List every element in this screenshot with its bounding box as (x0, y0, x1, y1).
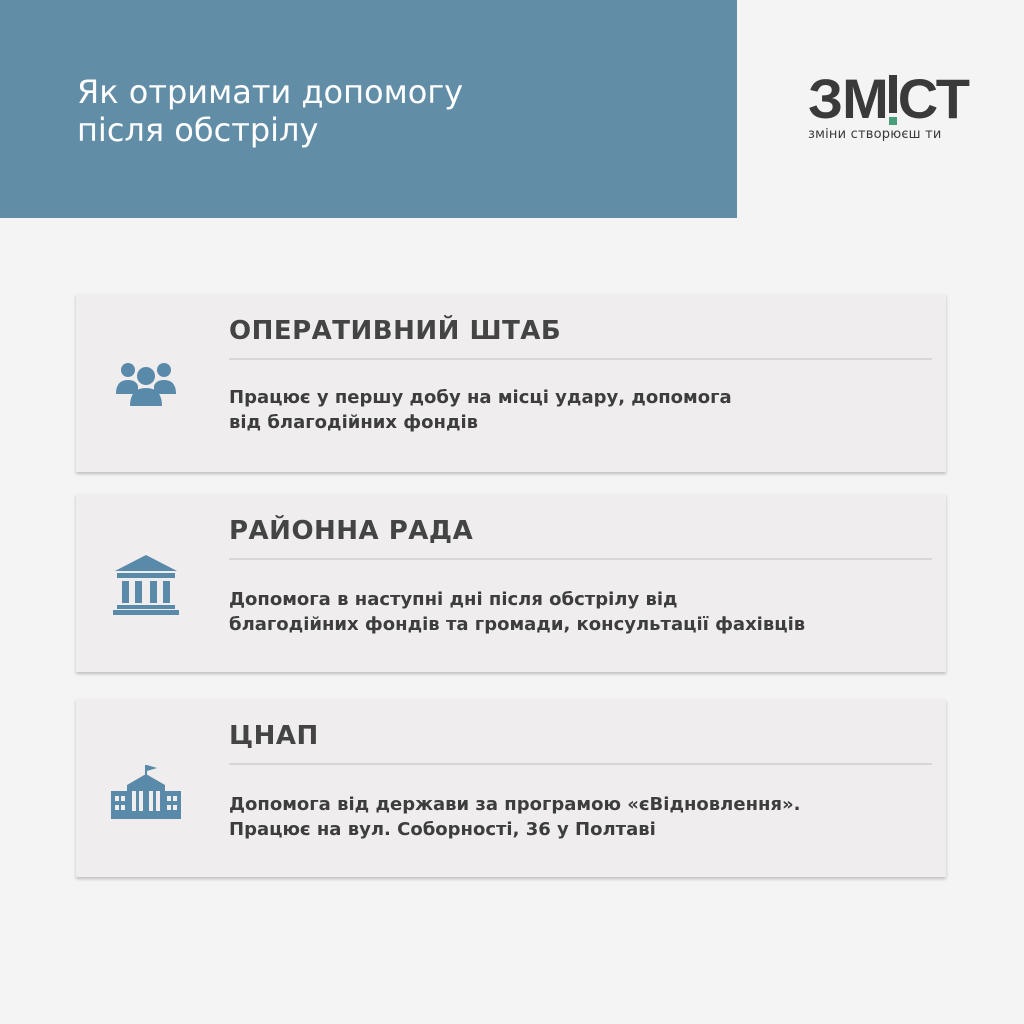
zmist-logo (808, 67, 969, 152)
card-district-council (76, 494, 946, 672)
card-description-line-2: благодійних фондів та громади, консультації фахівців (229, 614, 806, 635)
logo-tagline: зміни створюєш ти (808, 127, 942, 142)
card-admin-services-center (76, 699, 946, 877)
city-hall-icon (108, 755, 184, 831)
logo-word-left: ЗМ (808, 67, 888, 130)
card-description (229, 792, 926, 842)
logo-exclamation-icon (889, 72, 897, 126)
card-description (229, 587, 926, 637)
card-description-line-2: від благодійних фондів (229, 412, 479, 433)
logo-wordmark (808, 67, 969, 130)
government-building-icon (108, 546, 184, 622)
card-title: ОПЕРАТИВНИЙ ШТАБ (229, 316, 932, 360)
card-title: ЦНАП (229, 721, 932, 765)
page-title-line-2: після обстрілу (77, 111, 319, 149)
page-title-line-1: Як отримати допомогу (77, 73, 464, 111)
header-banner (0, 0, 737, 218)
people-group-icon (108, 344, 184, 420)
card-description-line-1: Допомога в наступні дні після обстрілу від (229, 589, 678, 610)
card-operational-hq (76, 294, 946, 472)
page-title (77, 73, 697, 149)
card-description-line-1: Допомога від держави за програмою «єВідновлення». (229, 794, 801, 815)
card-description (229, 385, 926, 435)
card-title: РАЙОННА РАДА (229, 516, 932, 560)
logo-word-right: СТ (897, 67, 969, 130)
card-description-line-1: Працює у першу добу на місці удару, допомога (229, 387, 732, 408)
card-description-line-2: Працює на вул. Соборності, 36 у Полтаві (229, 819, 656, 840)
